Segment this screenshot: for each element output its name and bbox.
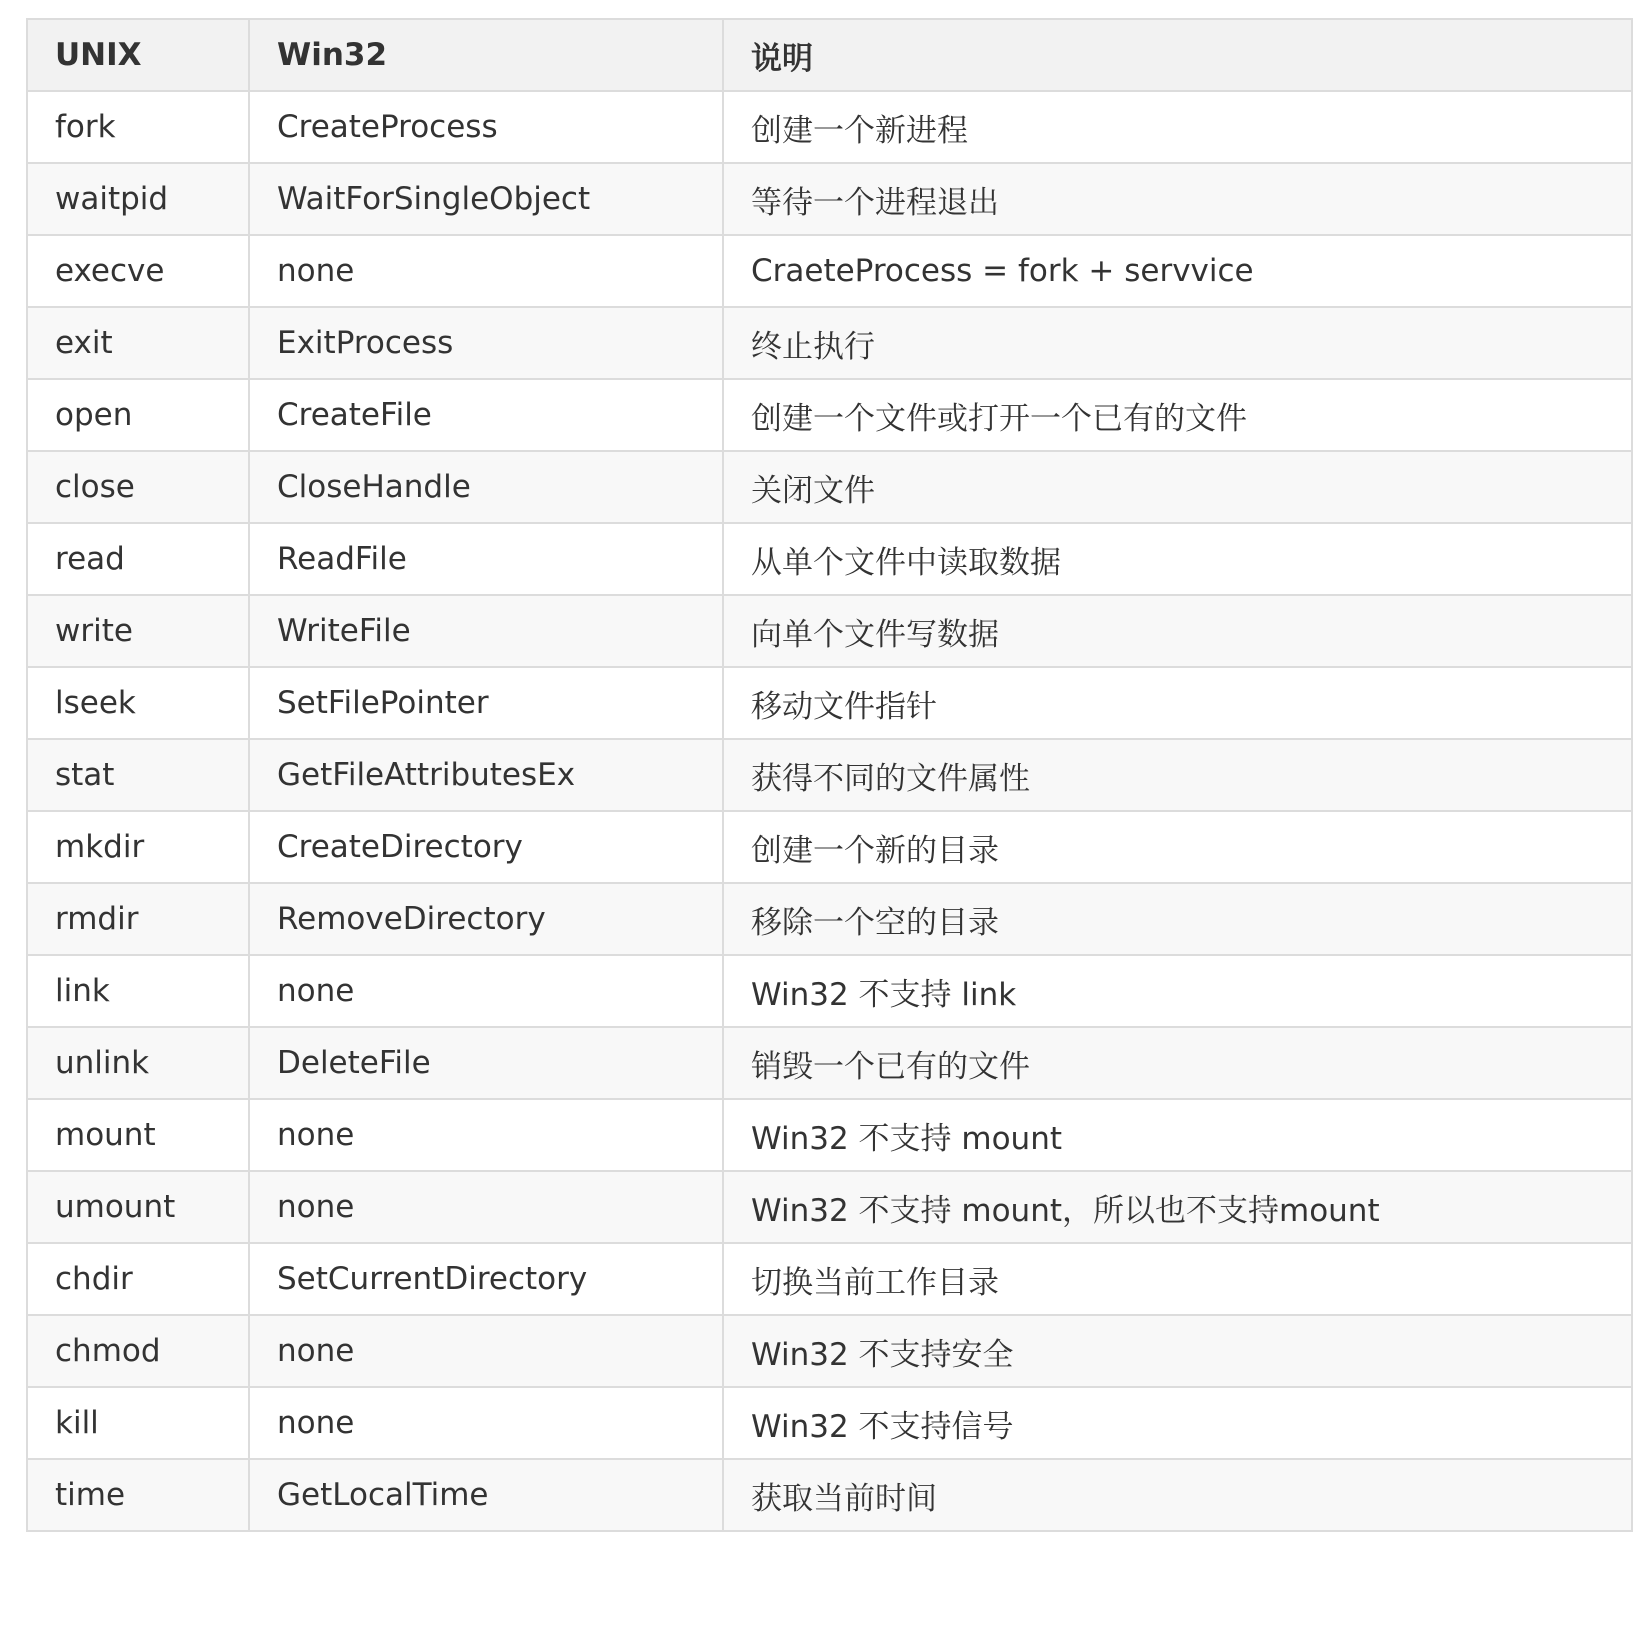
description-cell: 创建一个新进程 [723,91,1632,163]
table-row [27,739,1632,811]
description-cell: 创建一个文件或打开一个已有的文件 [723,379,1632,451]
description-cell: Win32 不支持 mount，所以也不支持mount [723,1171,1632,1243]
unix-cell: time [27,1459,249,1531]
unix-cell: umount [27,1171,249,1243]
table-row [27,307,1632,379]
table-row [27,1243,1632,1315]
description-cell: 销毁一个已有的文件 [723,1027,1632,1099]
table-row [27,163,1632,235]
table-row [27,955,1632,1027]
unix-cell: execve [27,235,249,307]
header-description: 说明 [723,19,1632,91]
table-row [27,1171,1632,1243]
unix-cell: stat [27,739,249,811]
win32-cell: WriteFile [249,595,723,667]
win32-cell: DeleteFile [249,1027,723,1099]
description-cell: 移动文件指针 [723,667,1632,739]
description-cell: 获得不同的文件属性 [723,739,1632,811]
table-row [27,1099,1632,1171]
description-cell: 获取当前时间 [723,1459,1632,1531]
table-header [27,19,1632,91]
description-cell: 终止执行 [723,307,1632,379]
table-row [27,91,1632,163]
unix-cell: open [27,379,249,451]
header-win32: Win32 [249,19,723,91]
description-cell: Win32 不支持 mount [723,1099,1632,1171]
description-cell: 向单个文件写数据 [723,595,1632,667]
description-cell: CraeteProcess = fork + servvice [723,235,1632,307]
table-row [27,379,1632,451]
description-cell: 等待一个进程退出 [723,163,1632,235]
unix-cell: lseek [27,667,249,739]
win32-cell: GetFileAttributesEx [249,739,723,811]
win32-cell: ReadFile [249,523,723,595]
win32-cell: none [249,1171,723,1243]
description-cell: 关闭文件 [723,451,1632,523]
description-cell: Win32 不支持 link [723,955,1632,1027]
table-row [27,1459,1632,1531]
win32-cell: none [249,1315,723,1387]
win32-cell: WaitForSingleObject [249,163,723,235]
table-container [26,18,1631,1532]
description-cell: 创建一个新的目录 [723,811,1632,883]
unix-cell: mount [27,1099,249,1171]
description-cell: Win32 不支持安全 [723,1315,1632,1387]
win32-cell: none [249,235,723,307]
unix-cell: write [27,595,249,667]
table-row [27,883,1632,955]
win32-cell: CreateDirectory [249,811,723,883]
win32-cell: CreateFile [249,379,723,451]
win32-cell: RemoveDirectory [249,883,723,955]
unix-cell: read [27,523,249,595]
header-unix: UNIX [27,19,249,91]
win32-cell: SetCurrentDirectory [249,1243,723,1315]
table-row [27,811,1632,883]
win32-cell: SetFilePointer [249,667,723,739]
table-row [27,1027,1632,1099]
unix-cell: exit [27,307,249,379]
win32-cell: none [249,1099,723,1171]
table-body [27,91,1632,1531]
win32-cell: none [249,1387,723,1459]
table-row [27,451,1632,523]
unix-cell: chdir [27,1243,249,1315]
syscall-comparison-table [26,18,1633,1532]
win32-cell: ExitProcess [249,307,723,379]
header-row [27,19,1632,91]
unix-cell: fork [27,91,249,163]
win32-cell: CloseHandle [249,451,723,523]
win32-cell: GetLocalTime [249,1459,723,1531]
unix-cell: kill [27,1387,249,1459]
description-cell: Win32 不支持信号 [723,1387,1632,1459]
description-cell: 移除一个空的目录 [723,883,1632,955]
unix-cell: mkdir [27,811,249,883]
table-row [27,523,1632,595]
table-row [27,667,1632,739]
unix-cell: chmod [27,1315,249,1387]
description-cell: 从单个文件中读取数据 [723,523,1632,595]
win32-cell: CreateProcess [249,91,723,163]
unix-cell: unlink [27,1027,249,1099]
unix-cell: rmdir [27,883,249,955]
table-row [27,595,1632,667]
unix-cell: close [27,451,249,523]
table-row [27,1315,1632,1387]
table-row [27,1387,1632,1459]
unix-cell: waitpid [27,163,249,235]
description-cell: 切换当前工作目录 [723,1243,1632,1315]
unix-cell: link [27,955,249,1027]
win32-cell: none [249,955,723,1027]
table-row [27,235,1632,307]
